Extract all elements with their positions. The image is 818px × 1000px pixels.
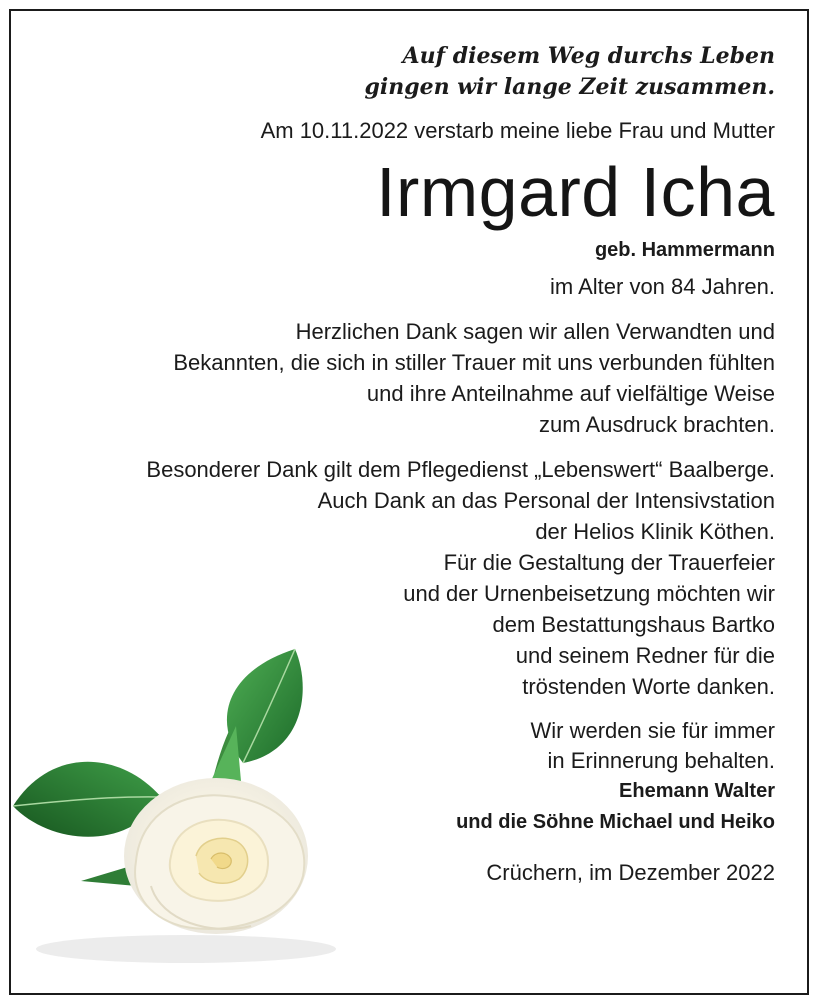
thanks-line: Herzlichen Dank sagen wir allen Verwandten und <box>295 319 775 344</box>
motto-line: Auf diesem Weg durchs Leben <box>402 43 775 69</box>
signature-line: und die Söhne Michael und Heiko <box>456 811 775 833</box>
deceased-name: Irmgard Icha <box>376 153 775 231</box>
thanks-line: und ihre Anteilnahme auf vielfältige Weise <box>366 381 775 406</box>
closing-paragraph <box>55 716 775 838</box>
death-announcement: Am 10.11.2022 verstarb meine liebe Frau und Mutter <box>260 118 775 143</box>
closing-line: in Erinnerung behalten. <box>547 748 775 773</box>
motto <box>55 41 775 103</box>
special-thanks-line: der Helios Klinik Köthen. <box>535 519 775 544</box>
special-thanks-line: dem Bestattungshaus Bartko <box>492 612 775 637</box>
special-thanks-paragraph <box>55 454 775 702</box>
place-date: Crüchern, im Dezember 2022 <box>486 860 775 885</box>
special-thanks-line: und seinem Redner für die <box>515 643 775 668</box>
special-thanks-line: Auch Dank an das Personal der Intensivstation <box>317 488 775 513</box>
signature-line: Ehemann Walter <box>619 780 775 802</box>
thanks-line: Bekannten, die sich in stiller Trauer mit uns verbunden fühlten <box>173 350 775 375</box>
special-thanks-line: Für die Gestaltung der Trauerfeier <box>443 550 775 575</box>
thanks-paragraph <box>55 316 775 440</box>
maiden-name: geb. Hammermann <box>594 239 775 261</box>
obituary-frame <box>9 9 809 995</box>
motto-line: gingen wir lange Zeit zusammen. <box>364 74 775 100</box>
special-thanks-line: Besonderer Dank gilt dem Pflegedienst „Lebenswert“ Baalberge. <box>146 457 775 482</box>
age-line: im Alter von 84 Jahren. <box>549 274 775 299</box>
special-thanks-line: und der Urnenbeisetzung möchten wir <box>403 581 775 606</box>
obituary-text <box>55 41 775 888</box>
closing-line: Wir werden sie für immer <box>530 718 775 743</box>
thanks-line: zum Ausdruck brachten. <box>538 412 775 437</box>
special-thanks-line: tröstenden Worte danken. <box>522 674 775 699</box>
